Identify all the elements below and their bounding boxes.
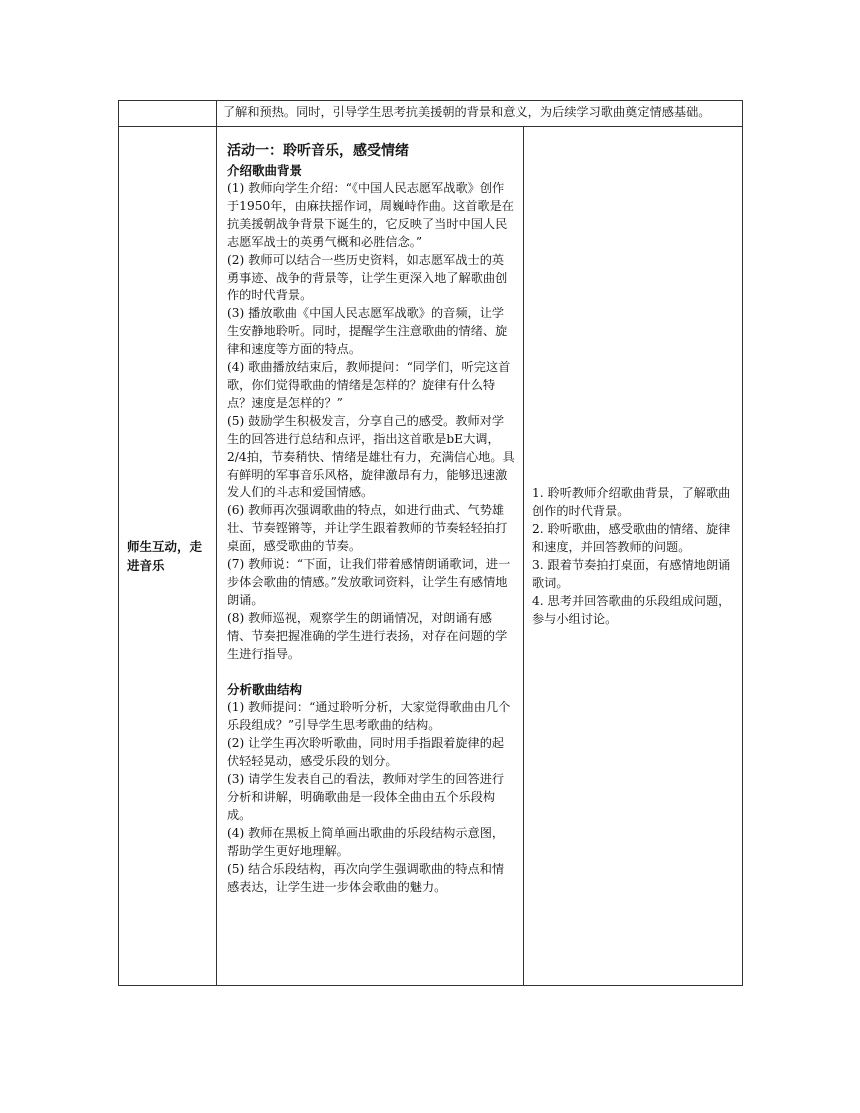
list-item: (2) 教师可以结合一些历史资料，如志愿军战士的英勇事迹、战争的背景等，让学生更深入地了解歌曲创作的时代背景。 <box>227 252 508 303</box>
table-row <box>119 101 743 127</box>
list-item: (4) 歌曲播放结束后，教师提问：“同学们，听完这首歌，你们觉得歌曲的情绪是怎样的？旋律有什么特点？速度是怎样的？” <box>227 360 511 410</box>
spacer <box>227 663 515 681</box>
list-item: (1) 教师提问：“通过聆听分析，大家觉得歌曲由几个乐段组成？”引导学生思考歌曲的结构。 <box>227 700 511 733</box>
stage-cell-empty <box>119 101 217 127</box>
list-item: 3. 跟着节奏拍打桌面，有感情地朗诵歌词。 <box>532 558 731 590</box>
list-item: (2) 让学生再次聆听歌曲，同时用手指跟着旋律的起伏轻轻晃动，感受乐段的划分。 <box>227 736 505 769</box>
intro-text: 了解和预热。同时，引导学生思考抗美援朝的背景和意义，为后续学习歌曲奠定情感基础。 <box>217 101 743 127</box>
list-item: (7) 教师说：“下面，让我们带着感情朗诵歌词，进一步体会歌曲的情感。”发放歌词资料，让学生有感情地朗诵。 <box>227 557 511 607</box>
section-title-background: 介绍歌曲背景 <box>227 163 303 178</box>
list-item: 4. 思考并回答歌曲的乐段组成问题，参与小组讨论。 <box>532 594 731 626</box>
teacher-activities-cell <box>217 127 524 986</box>
table-row <box>119 127 743 986</box>
list-item: (5) 鼓励学生积极发言，分享自己的感受。教师对学生的回答进行总结和点评，指出这首歌是bE大调，2/4拍，节奏稍快、情绪是雄壮有力，充满信心地。具有鲜明的军事音乐风格，旋律激昂有力，能够迅速激发人们的斗志和爱国情感。 <box>227 413 515 500</box>
list-item: (3) 请学生发表自己的看法，教师对学生的回答进行分析和讲解，明确歌曲是一段体全曲由五个乐段构成。 <box>227 772 505 822</box>
stage-label: 师生互动，走进音乐 <box>119 127 217 986</box>
lesson-plan-table <box>118 100 743 986</box>
list-item: (5) 结合乐段结构，再次向学生强调歌曲的特点和情感表达，让学生进一步体会歌曲的魅力。 <box>227 861 505 894</box>
list-item: (3) 播放歌曲《中国人民志愿军战歌》的音频，让学生安静地聆听。同时，提醒学生注意歌曲的情绪、旋律和速度等方面的特点。 <box>227 306 508 357</box>
list-item: (8) 教师巡视，观察学生的朗诵情况，对朗诵有感情、节奏把握准确的学生进行表扬，对存在问题的学生进行指导。 <box>227 610 508 661</box>
section-title-structure: 分析歌曲结构 <box>227 682 303 698</box>
activity-title: 活动一：聆听音乐，感受情绪 <box>227 143 409 159</box>
list-item: (6) 教师再次强调歌曲的特点，如进行曲式、气势雄壮、节奏铿锵等，并让学生跟着教师的节奏轻轻拍打桌面，感受歌曲的节奏。 <box>227 503 508 554</box>
list-item: 2. 聆听歌曲，感受歌曲的情绪、旋律和速度，并回答教师的问题。 <box>532 522 731 554</box>
student-activities-cell <box>524 127 743 986</box>
list-item: 1. 聆听教师介绍歌曲背景，了解歌曲创作的时代背景。 <box>532 486 731 518</box>
list-item: (1) 教师向学生介绍：“《中国人民志愿军战歌》创作于1950年，由麻扶摇作词，周巍峙作曲。这首歌是在抗美援朝战争背景下诞生的，它反映了当时中国人民志愿军战士的英勇气概和必胜信念。” <box>227 181 514 249</box>
list-item: (4) 教师在黑板上简单画出歌曲的乐段结构示意图，帮助学生更好地理解。 <box>227 825 505 858</box>
